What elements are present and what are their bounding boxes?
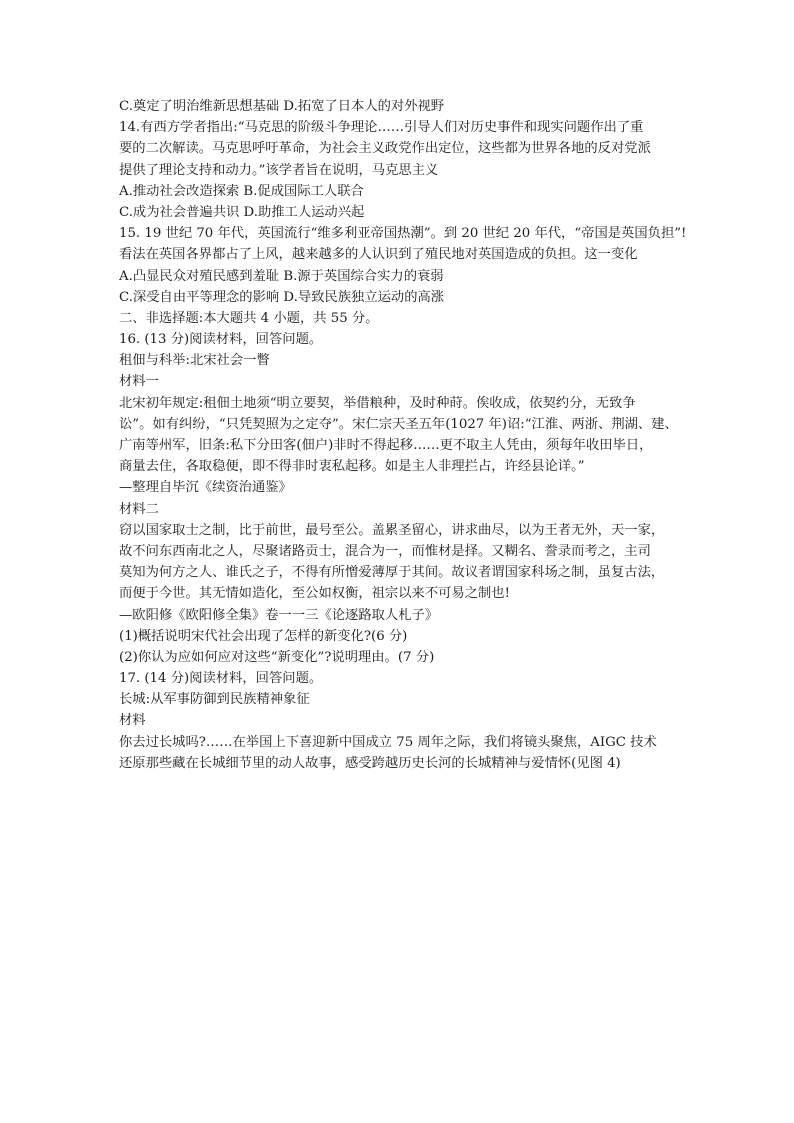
question-header: 16. (13 分)阅读材料，回答问题。 xyxy=(119,332,323,348)
question-header: 17. (14 分)阅读材料，回答问题。 xyxy=(119,671,323,687)
text-line: 你去过长城吗?……在举国上下喜迎新中国成立 75 周年之际，我们将镜头聚焦，AIGC 技术 xyxy=(119,734,657,750)
text-line: 广南等州军，旧条:私下分田客(佃户)非时不得起移……更不取主人凭由，须每年收田毕日， xyxy=(119,438,653,453)
text-line: C.深受自由平等理念的影响 D.导致民族独立运动的高涨 xyxy=(119,289,445,305)
text-line: A.凸显民众对殖民感到羞耻 B.源于英国综合实力的衰弱 xyxy=(119,268,444,284)
source-citation: —欧阳修《欧阳修全集》卷一一三《论逐路取人札子》 xyxy=(119,607,439,623)
material-label: 材料 xyxy=(119,713,146,729)
text-line: 15. 19 世纪 70 年代，英国流行“维多利亚帝国热潮”。到 20 世纪 20 年代，“帝国是英国负担”! xyxy=(119,226,687,242)
question-title: 长城:从军事防御到民族精神象征 xyxy=(119,692,310,708)
text-line: C.奠定了明治维新思想基础 D.拓宽了日本人的对外视野 xyxy=(119,99,445,114)
sub-question: (2)你认为应如何应对这些“新变化”?说明理由。(7 分) xyxy=(119,649,435,665)
section-heading: 二、非选择题:本大题共 4 小题，共 55 分。 xyxy=(119,310,379,326)
material-label: 材料一 xyxy=(119,374,159,390)
question-title: 租佃与科举:北宋社会一瞥 xyxy=(119,353,270,369)
text-line: 故不问东西南北之人，尽聚诸路贡士，混合为一，而惟材是择。又糊名、誊录而考之，主司 xyxy=(119,543,651,559)
document-body xyxy=(119,96,689,774)
source-citation: —整理自毕沉《续资治通鉴》 xyxy=(119,480,292,496)
text-line: 还原那些藏在长城细节里的动人故事，感受跨越历史长河的长城精神与爱情怀(见图 4) xyxy=(119,755,621,771)
text-line: 莫知为何方之人、谁氏之子，不得有所憎爱薄厚于其间。故议者谓国家科场之制，虽复古法， xyxy=(119,565,665,581)
sub-question: (1)概括说明宋代社会出现了怎样的新变化?(6 分) xyxy=(119,628,408,644)
text-line: 商量去住，各取稳便，即不得非时衷私起移。如是主人非理拦占，许经县论详。” xyxy=(119,459,585,475)
text-line: 14.有西方学者指出:“马克思的阶级斗争理论……引导人们对历史事件和现实问题作出了重 xyxy=(119,120,644,136)
text-line: 讼”。如有纠纷，“只凭契照为之定夺”。宋仁宗天圣五年(1027 年)诏:“江淮、两浙、荆湖、建、 xyxy=(119,416,678,432)
text-line: 窃以国家取士之制，比于前世，最号至公。盖累圣留心，讲求曲尽，以为王者无外，天一家， xyxy=(119,522,665,538)
text-line: A.推动社会改造探索 B.促成国际工人联合 xyxy=(119,183,364,199)
text-line: 北宋初年规定:租佃土地须“明立要契，举借粮种，及时种莳。俟收成，依契约分，无致争 xyxy=(119,395,636,411)
text-line: 要的二次解读。马克思呼吁革命，为社会主义政党作出定位，这些都为世界各地的反对党派 xyxy=(119,141,651,157)
text-line: 提供了理论支持和动力。”该学者旨在说明，马克思主义 xyxy=(119,162,439,178)
text-line: 看法在英国各界都占了上风，越来越多的人认识到了殖民地对英国造成的负担。这一变化 xyxy=(119,247,638,263)
text-line: 而便于今世。其无情如造化，至公如权衡，祖宗以来不可易之制也! xyxy=(119,586,510,602)
text-line: C.成为社会普遍共识 D.助推工人运动兴起 xyxy=(119,204,365,220)
material-label: 材料二 xyxy=(119,501,159,517)
